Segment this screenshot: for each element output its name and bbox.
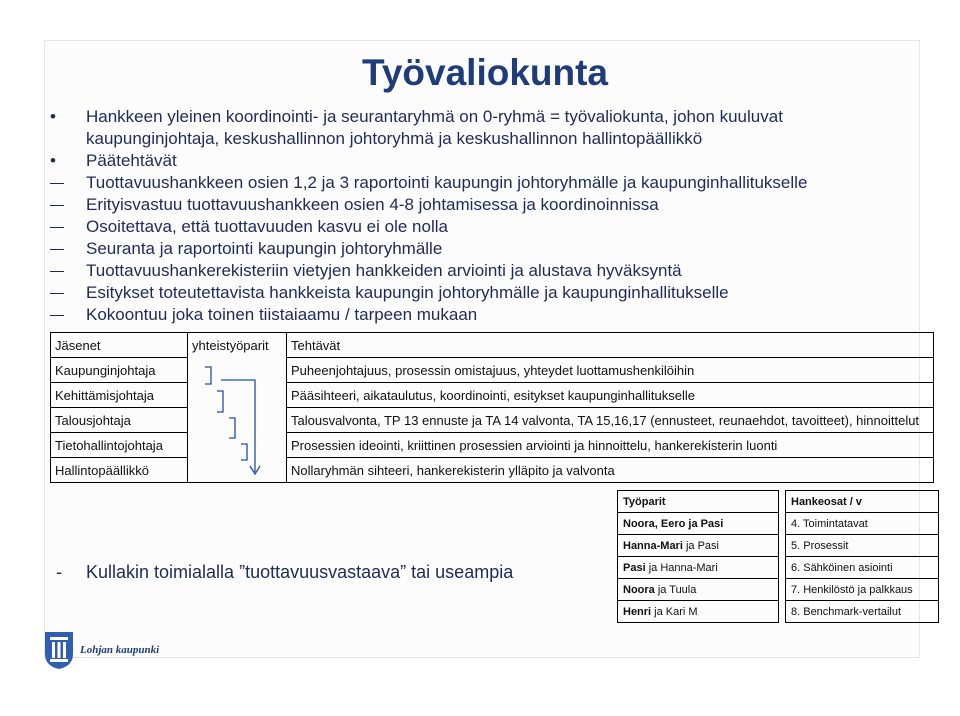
note-line: - Kullakin toimialalla ”tuottavuusvastaava” tai useampia: [56, 562, 514, 582]
crown-shield-icon: [42, 628, 76, 670]
part-cell: 8. Benchmark-vertailut: [786, 601, 939, 623]
header-cell: yhteistyöparit: [188, 333, 287, 358]
member-cell: Hallintopäällikkö: [51, 458, 188, 483]
table-row: [51, 458, 934, 483]
sub-bullet-item: Kokoontuu joka toinen tiistaiaamu / tarpeen mukaan: [50, 304, 880, 326]
bullet-item: • Päätehtävät: [50, 151, 177, 170]
task-cell: Talousvalvonta, TP 13 ennuste ja TA 14 valvonta, TA 15,16,17 (ennusteet, reunaehdot, tavoitteet), hinnoittelut: [287, 408, 934, 433]
member-cell: Tietohallintojohtaja: [51, 433, 188, 458]
table-row: [51, 358, 934, 383]
pairing-brackets: [195, 360, 275, 485]
pair-names-cell: Noora, Eero ja Pasi: [618, 513, 779, 535]
part-cell: 6. Sähköinen asiointi: [786, 557, 939, 579]
part-cell: 5. Prosessit: [786, 535, 939, 557]
table-header-row: [51, 333, 934, 358]
table-row: [618, 513, 939, 535]
part-cell: 4. Toimintatavat: [786, 513, 939, 535]
pair-names-cell: Noora ja Tuula: [618, 579, 779, 601]
header-cell: Työparit: [618, 491, 779, 513]
pair-names-cell: Pasi ja Hanna-Mari: [618, 557, 779, 579]
header-cell: Jäsenet: [51, 333, 188, 358]
table-row: [618, 535, 939, 557]
sub-bullet-item: Seuranta ja raportointi kaupungin johtoryhmälle: [50, 238, 880, 260]
member-cell: Kehittämisjohtaja: [51, 383, 188, 408]
sub-bullet-item: Osoitettava, että tuottavuuden kasvu ei ole nolla: [50, 216, 880, 238]
logo-text: Lohjan kaupunki: [80, 644, 160, 656]
sub-bullet-item: Tuottavuushankerekisteriin vietyjen hankkeiden arviointi ja alustava hyväksyntä: [50, 260, 880, 282]
sub-bullet-item: Esitykset toteutettavista hankkeista kaupungin johtoryhmälle ja kaupunginhallitukselle: [50, 282, 880, 304]
pair-names-cell: Hanna-Mari ja Pasi: [618, 535, 779, 557]
task-cell: Nollaryhmän sihteeri, hankerekisterin ylläpito ja valvonta: [287, 458, 934, 483]
header-cell: Tehtävät: [287, 333, 934, 358]
table-row: [618, 579, 939, 601]
part-cell: 7. Henkilöstö ja palkkaus: [786, 579, 939, 601]
table-row: [618, 557, 939, 579]
table-row: [51, 433, 934, 458]
task-cell: Puheenjohtajuus, prosessin omistajuus, yhteydet luottamushenkilöihin: [287, 358, 934, 383]
pair-names-cell: Henri ja Kari M: [618, 601, 779, 623]
table-row: [618, 601, 939, 623]
member-cell: Talousjohtaja: [51, 408, 188, 433]
member-cell: Kaupunginjohtaja: [51, 358, 188, 383]
page-title: Työvaliokunta: [361, 52, 608, 93]
table-row: [51, 383, 934, 408]
task-cell: Pääsihteeri, aikataulutus, koordinointi, esitykset kaupunginhallitukselle: [287, 383, 934, 408]
bullet-item: • Hankkeen yleinen koordinointi- ja seurantaryhmä on 0-ryhmä = työvaliokunta, johon kuuluvat kaupunginjohtaja, keskushallinnon johtoryhmä ja keskushallinnon hallintopäällikkö: [50, 107, 783, 148]
sub-bullet-item: Tuottavuushankkeen osien 1,2 ja 3 raportointi kaupungin johtoryhmälle ja kaupunginhallitukselle: [50, 172, 880, 194]
task-cell: Prosessien ideointi, kriittinen prosessien arviointi ja hinnoittelu, hankerekisterin luonti: [287, 433, 934, 458]
header-cell: Hankeosat / v: [786, 491, 939, 513]
table-header-row: [618, 491, 939, 513]
pairs-table: [617, 490, 939, 623]
sub-bullet-item: Erityisvastuu tuottavuushankkeen osien 4-8 johtamisessa ja koordinoinnissa: [50, 194, 880, 216]
members-table: [50, 332, 934, 483]
table-row: [51, 408, 934, 433]
bullet-list: [50, 106, 880, 326]
